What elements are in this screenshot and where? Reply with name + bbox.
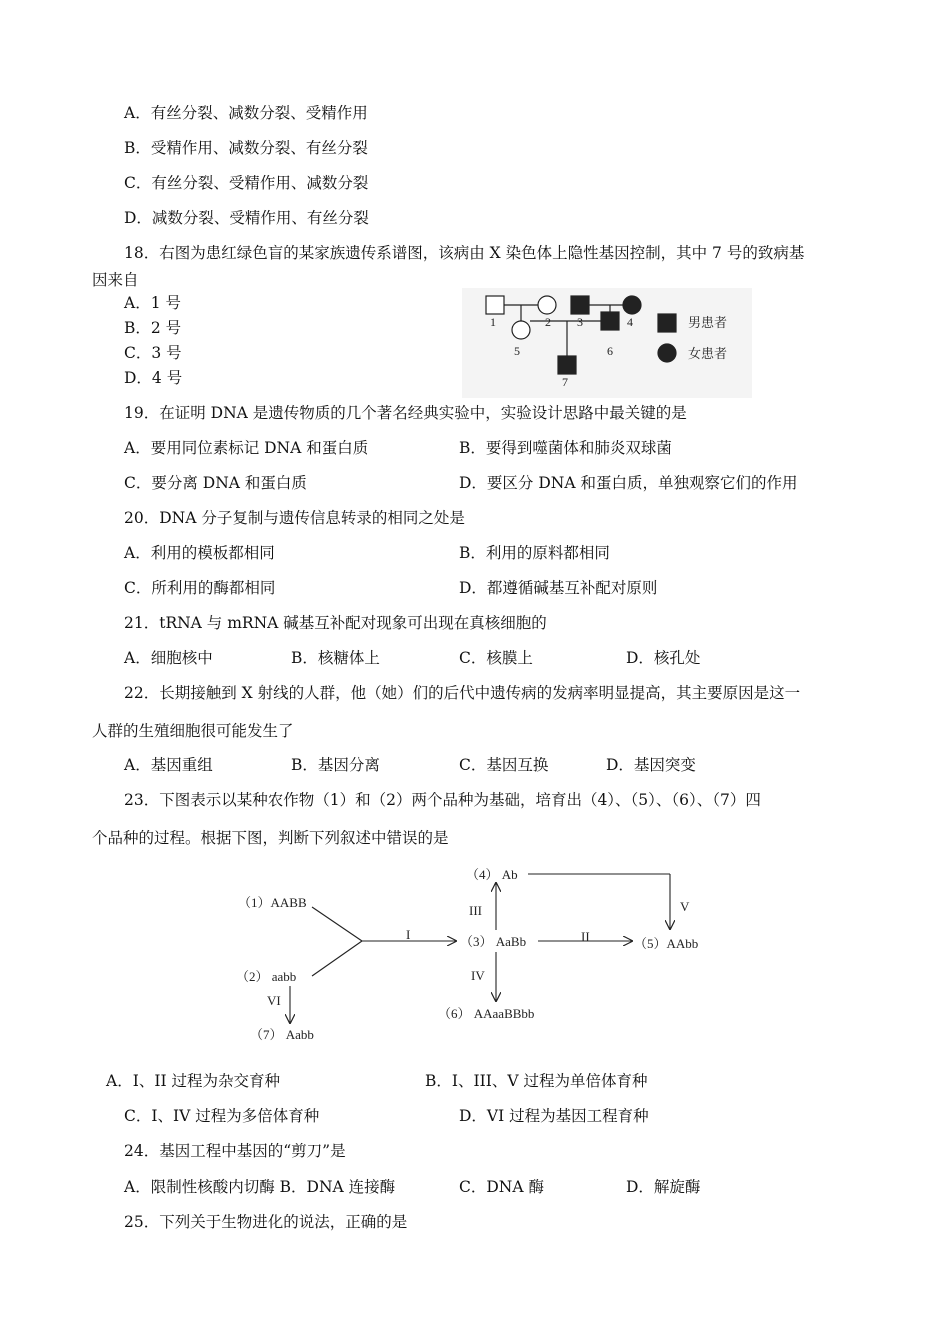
individual-6-male-affected [601,312,619,330]
node-6: （6） AAaaBBbb [438,1006,535,1021]
individual-7-male-affected [558,356,576,374]
legend-female-affected-icon [658,344,676,362]
node-2: （2） aabb [236,969,297,984]
q22-option-c: C．基因互换 [459,756,549,774]
q18-option-a: A．1 号 [124,294,181,312]
q19-option-a: A．要用同位素标记 DNA 和蛋白质 [124,439,369,457]
q23-stem: 23．下图表示以某种农作物（1）和（2）两个品种为基础，培育出（4）、（5）、（6）、（7）四 [124,791,761,809]
q17-option-c: C．有丝分裂、受精作用、减数分裂 [124,174,369,192]
q18-stem: 18．右图为患红绿色盲的某家族遗传系谱图，该病由 X 染色体上隐性基因控制，其中 7 号的致病基 [124,244,805,262]
q23-option-a: A．I、II 过程为杂交育种 [106,1072,280,1090]
q21-stem: 21．tRNA 与 mRNA 碱基互补配对现象可出现在真核细胞的 [124,614,547,632]
process-IV: IV [471,968,485,983]
q19-option-b: B．要得到噬菌体和肺炎双球菌 [459,439,672,457]
q18-option-d: D．4 号 [124,369,183,387]
q21-option-c: C．核膜上 [459,649,533,667]
label-6: 6 [607,344,613,358]
individual-5-female-normal [512,321,530,339]
q20-option-b: B．利用的原料都相同 [459,544,610,562]
q17-option-b: B．受精作用、减数分裂、有丝分裂 [124,139,368,157]
q23-option-b: B．I、III、V 过程为单倍体育种 [425,1072,648,1090]
label-3: 3 [577,315,583,329]
process-III: III [469,903,482,918]
q24-option-ab: A．限制性核酸内切酶 B．DNA 连接酶 [124,1178,396,1196]
q22-option-b: B．基因分离 [291,756,380,774]
legend-female-label: 女患者 [688,346,728,361]
node-1: （1）AABB [238,895,307,910]
q19-stem: 19．在证明 DNA 是遗传物质的几个著名经典实验中，实验设计思路中最关键的是 [124,404,687,422]
individual-2-female-normal [538,296,556,314]
breeding-diagram [220,860,740,1050]
q17-option-d: D．减数分裂、受精作用、有丝分裂 [124,209,369,227]
node-5: （5）AAbb [634,936,699,951]
q22-stem-cont: 人群的生殖细胞很可能发生了 [92,722,294,740]
label-4: 4 [627,315,633,329]
q24-stem: 24．基因工程中基因的“剪刀”是 [124,1142,346,1160]
q19-option-d: D．要区分 DNA 和蛋白质，单独观察它们的作用 [459,474,798,492]
legend-male-affected-icon [658,314,676,332]
q22-option-d: D．基因突变 [606,756,696,774]
q19-option-c: C．要分离 DNA 和蛋白质 [124,474,307,492]
label-2: 2 [545,315,551,329]
q17-option-a: A．有丝分裂、减数分裂、受精作用 [124,104,368,122]
process-VI: VI [267,993,281,1008]
node-4: （4） Ab [466,867,518,882]
individual-1-male-normal [486,296,504,314]
process-II: II [581,929,590,944]
label-1: 1 [490,315,496,329]
q22-option-a: A．基因重组 [124,756,213,774]
q21-option-b: B．核糖体上 [291,649,380,667]
q20-option-c: C．所利用的酶都相同 [124,579,276,597]
q20-option-d: D．都遵循碱基互补配对原则 [459,579,658,597]
q20-option-a: A．利用的模板都相同 [124,544,275,562]
q21-option-a: A．细胞核中 [124,649,213,667]
q23-stem-cont: 个品种的过程。根据下图，判断下列叙述中错误的是 [92,829,449,847]
q18-option-c: C．3 号 [124,344,182,362]
q18-option-b: B．2 号 [124,319,182,337]
node-3: （3） AaBb [460,934,527,949]
q23-option-c: C．I、IV 过程为多倍体育种 [124,1107,320,1125]
individual-3-male-affected [571,296,589,314]
q23-option-d: D．VI 过程为基因工程育种 [459,1107,649,1125]
q22-stem: 22．长期接触到 X 射线的人群，他（她）们的后代中遗传病的发病率明显提高，其主要原因是这一 [124,684,801,702]
pedigree-chart [462,288,752,398]
q18-stem-cont: 因来自 [92,271,139,289]
process-V: V [680,899,690,914]
legend-male-label: 男患者 [688,315,728,330]
q25-stem: 25．下列关于生物进化的说法，正确的是 [124,1213,408,1231]
label-7: 7 [562,375,568,389]
process-I: I [406,927,411,942]
individual-4-female-affected [623,296,641,314]
label-5: 5 [514,344,520,358]
q20-stem: 20．DNA 分子复制与遗传信息转录的相同之处是 [124,509,465,527]
q24-option-c: C．DNA 酶 [459,1178,544,1196]
node-7: （7） Aabb [250,1027,314,1042]
q21-option-d: D．核孔处 [626,649,701,667]
q24-option-d: D．解旋酶 [626,1178,701,1196]
